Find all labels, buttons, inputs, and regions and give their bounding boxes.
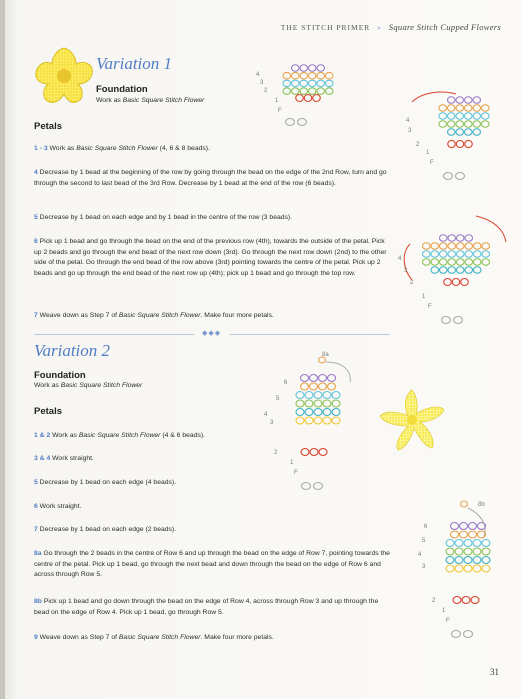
step-number: 8b	[34, 598, 42, 605]
bead	[452, 279, 460, 286]
variation2-title: Variation 2	[34, 341, 111, 360]
foundation-bead	[302, 483, 311, 490]
bead	[301, 375, 309, 382]
diagram-label: 2	[410, 280, 414, 286]
bead	[440, 251, 448, 258]
foundation-bead	[314, 483, 323, 490]
bead	[300, 88, 308, 95]
bead	[473, 557, 481, 564]
variation1-title: Variation 1	[96, 54, 173, 73]
bead	[448, 259, 456, 266]
variation1-petals-heading: Petals	[34, 121, 62, 132]
diagram-label: 1	[275, 98, 279, 104]
running-head-subsection: Square Stitch Cupped Flowers	[388, 22, 501, 32]
bead	[457, 243, 465, 250]
step-number: 5	[34, 479, 38, 486]
bead	[448, 251, 456, 258]
diagram-label: 2	[416, 142, 420, 148]
bead	[446, 565, 454, 572]
bead	[317, 88, 325, 95]
step-text: Decrease by 1 bead on each edge and by 1 bead in the centre of the row (3 beads).	[37, 214, 293, 221]
running-head	[281, 22, 501, 32]
bead	[474, 243, 482, 250]
bead	[461, 279, 469, 286]
bead	[319, 449, 327, 456]
diagram-label: 2	[432, 598, 436, 604]
diagram-label: F	[446, 618, 450, 624]
bead	[283, 72, 291, 79]
bead	[456, 97, 464, 104]
variation1-step-7	[34, 311, 389, 322]
bead	[473, 121, 481, 128]
variation2-foundation-text	[34, 381, 234, 392]
bead	[423, 259, 431, 266]
bead	[309, 80, 317, 87]
variation2-foundation-heading: Foundation	[34, 370, 86, 381]
bead	[305, 400, 313, 407]
bead	[465, 251, 473, 258]
bead	[448, 267, 456, 274]
bead	[462, 597, 470, 604]
foundation-bead	[454, 317, 463, 324]
bead	[457, 235, 465, 242]
bead	[300, 72, 308, 79]
foundation-bead	[442, 317, 451, 324]
bead	[465, 243, 473, 250]
step-text: Decrease by 1 bead at the beginning of the row by going through the bead on the edge of the 2nd Row, turn and go through the second to last bead of the 3rd Row. Decrease by 1 bead at the end of the row (6 beads).	[34, 169, 387, 187]
bead	[301, 449, 309, 456]
foundation-bead	[286, 119, 295, 126]
step-text: . Make four more petals.	[200, 312, 274, 319]
bead	[474, 251, 482, 258]
bead	[482, 251, 490, 258]
bead	[448, 113, 456, 120]
step-text: (4 & 6 beads).	[160, 432, 206, 439]
bead	[457, 259, 465, 266]
bead	[310, 449, 318, 456]
diagram-label: 3	[404, 268, 408, 274]
bead	[423, 243, 431, 250]
step-number: 1 - 3	[34, 145, 48, 152]
bead	[473, 97, 481, 104]
diagram-label: 1	[442, 608, 446, 614]
bead	[465, 141, 473, 148]
top-bead	[461, 501, 468, 507]
bead	[465, 259, 473, 266]
bead	[465, 235, 473, 242]
bead	[482, 557, 490, 564]
diagram-label: 4	[264, 412, 268, 418]
bead	[482, 105, 490, 112]
bead	[453, 597, 461, 604]
bead	[292, 72, 300, 79]
variation2-petals-heading: Petals	[34, 406, 62, 417]
bead	[332, 417, 340, 424]
variation1-step-5	[34, 213, 389, 224]
bead	[444, 279, 452, 286]
step-number: 5	[34, 214, 38, 221]
diagram-label: F	[278, 108, 282, 114]
bead	[446, 557, 454, 564]
bead	[456, 141, 464, 148]
variation2-step-7	[34, 525, 284, 536]
bead	[283, 88, 291, 95]
diagram-label: 3	[260, 80, 264, 86]
bead	[319, 375, 327, 382]
step-text: Weave down as Step 7 of	[37, 634, 119, 641]
diagram-label: 3	[408, 128, 412, 134]
bead	[283, 80, 291, 87]
bead	[465, 97, 473, 104]
step-text: Work as	[50, 432, 79, 439]
bead	[482, 548, 490, 555]
bead	[296, 400, 304, 407]
bead	[465, 105, 473, 112]
foundation-bead	[464, 631, 473, 638]
step-ref: Basic Square Stitch Flower	[78, 432, 161, 439]
diagram-label: F	[294, 470, 298, 476]
running-head-section: THE STITCH PRIMER	[280, 23, 371, 32]
thread-path	[326, 362, 350, 382]
diagram-label: 4	[398, 256, 402, 262]
step-text: (4, 6 & 8 beads).	[157, 145, 210, 152]
bead	[456, 113, 464, 120]
step-ref: Basic Square Stitch Flower	[118, 312, 201, 319]
step-number: 8a	[34, 550, 42, 557]
bead	[448, 235, 456, 242]
variation2-step-9	[34, 633, 390, 644]
diagram-label: 2	[264, 88, 268, 94]
bead	[296, 392, 304, 399]
bead	[304, 95, 312, 102]
bead	[332, 392, 340, 399]
bead	[464, 540, 472, 547]
variation1-foundation-pre: Work as	[96, 97, 123, 104]
page-number: 31	[490, 667, 499, 677]
bead	[300, 65, 308, 72]
bead	[465, 129, 473, 136]
bead	[314, 417, 322, 424]
bead	[296, 417, 304, 424]
bead	[314, 400, 322, 407]
step-number: 6	[34, 503, 38, 510]
bead	[326, 72, 334, 79]
bead	[473, 113, 481, 120]
step-ref: Basic Square Stitch Flower	[118, 634, 201, 641]
bead	[455, 548, 463, 555]
bead	[471, 597, 479, 604]
step-text: Weave down as Step 7 of	[37, 312, 119, 319]
bead	[448, 141, 456, 148]
bead	[482, 259, 490, 266]
bead	[448, 105, 456, 112]
bead	[457, 251, 465, 258]
bead	[448, 129, 456, 136]
bead	[474, 267, 482, 274]
variation2-petal-diagram-a	[262, 352, 366, 494]
bead	[313, 95, 321, 102]
bead	[292, 80, 300, 87]
step-text: Work as	[47, 145, 77, 152]
bead	[309, 65, 317, 72]
diagram-label: 6	[424, 524, 428, 530]
variation1-petal-diagram-c	[396, 208, 512, 332]
divider-line-left	[34, 334, 194, 335]
bead	[328, 383, 336, 390]
variation2-foundation-pre: Work as	[34, 382, 61, 389]
bead	[439, 105, 447, 112]
variation2-foundation-ref: Basic Square Stitch Flower	[60, 382, 143, 389]
bead	[473, 105, 481, 112]
bead	[309, 88, 317, 95]
step-text: . Make four more petals.	[200, 634, 274, 641]
bead	[464, 548, 472, 555]
bead	[296, 409, 304, 416]
bead	[456, 121, 464, 128]
bead	[482, 565, 490, 572]
bead	[465, 121, 473, 128]
bead	[439, 113, 447, 120]
bead	[314, 392, 322, 399]
bead	[317, 65, 325, 72]
diagram-label: 1	[426, 150, 430, 156]
bead	[446, 540, 454, 547]
variation1-petal-diagram-b	[402, 88, 514, 184]
bead	[431, 243, 439, 250]
bead	[305, 392, 313, 399]
variation2-flower-image	[378, 388, 446, 452]
bead	[469, 531, 477, 538]
bead	[323, 409, 331, 416]
bead	[482, 121, 490, 128]
bead	[465, 113, 473, 120]
bead	[464, 557, 472, 564]
step-ref: Basic Square Stitch Flower	[76, 145, 158, 152]
diagram-label: 6	[284, 380, 288, 386]
thread-path	[476, 216, 506, 242]
bead	[469, 523, 477, 530]
bead	[448, 243, 456, 250]
bead	[332, 400, 340, 407]
variation2-step-5	[34, 478, 284, 489]
diagram-label: 5	[276, 396, 280, 402]
bead	[440, 235, 448, 242]
foundation-bead	[444, 173, 453, 180]
bead	[309, 72, 317, 79]
variation1-step-6	[34, 237, 392, 279]
bead	[456, 129, 464, 136]
variation1-petal-diagram-a	[256, 60, 346, 130]
bead	[314, 409, 322, 416]
step-number: 7	[34, 312, 38, 319]
thread-path	[404, 244, 412, 280]
bead	[332, 409, 340, 416]
diagram-label: 8a	[322, 352, 329, 358]
bead	[448, 121, 456, 128]
bead	[482, 113, 490, 120]
variation1-foundation-ref: Basic Square Stitch Flower	[122, 97, 205, 104]
variation2-step-6	[34, 502, 284, 513]
foundation-bead	[452, 631, 461, 638]
bead	[326, 80, 334, 87]
step-text: Pick up 1 bead and go down through the bead on the edge of Row 4, across through Row 3 and up through the bead on the edge of Row 4. Pick up 1 bead, go through Row 5.	[34, 598, 379, 616]
bead	[317, 80, 325, 87]
bead	[319, 383, 327, 390]
bead	[460, 523, 468, 530]
step-number: 7	[34, 526, 38, 533]
step-text: Go through the 2 beads in the centre of Row 6 and up through the bead on the edge of Row 7, pointing towards the centre of the petal. Pick up 1 bead, go through the next bead and down through the bead on the edge of Row 6 and across through Row 5.	[34, 550, 390, 579]
bead	[455, 565, 463, 572]
bead	[317, 72, 325, 79]
book-spine	[0, 0, 5, 699]
bead	[292, 65, 300, 72]
diagram-label: 2	[274, 450, 278, 456]
bead	[323, 417, 331, 424]
diagram-label: 1	[422, 294, 426, 300]
diagram-label: 4	[256, 72, 260, 78]
step-text: Work straight.	[37, 503, 82, 510]
bead	[301, 383, 309, 390]
variation2-step-8a	[34, 549, 390, 581]
bead	[310, 375, 318, 382]
step-text: Work straight.	[50, 455, 94, 462]
bead	[451, 531, 459, 538]
bead	[310, 383, 318, 390]
bead	[431, 267, 439, 274]
divider-line-right	[230, 334, 390, 335]
step-text: Pick up 1 bead and go through the bead on the end of the previous row (4th), towards the outside of the petal. Pick up 2 beads and go through the end bead of the next row down (3rd). Go through the next row down (2nd) to the other side of the petal. Go through the end bead of the row above (3rd) pointing towards the centre of the petal. Pick up 2 beads and go up through the end bead of the next row up (4th); pick up 1 bead and go through the top row.	[34, 238, 387, 277]
bead	[473, 565, 481, 572]
step-number: 4	[34, 169, 38, 176]
diagram-label: F	[428, 304, 432, 310]
bead	[451, 523, 459, 530]
variation1-step-1-3	[34, 144, 389, 155]
bead	[474, 259, 482, 266]
bead	[328, 375, 336, 382]
bead	[440, 267, 448, 274]
bead	[439, 121, 447, 128]
bead	[464, 565, 472, 572]
running-head-separator: »	[377, 23, 382, 32]
diagram-label: 3	[270, 420, 274, 426]
bead	[305, 409, 313, 416]
variation2-step-3-4	[34, 454, 284, 465]
bead	[431, 259, 439, 266]
bead	[482, 540, 490, 547]
bead	[473, 129, 481, 136]
bead	[446, 548, 454, 555]
diagram-label: 5	[422, 538, 426, 544]
bead	[455, 540, 463, 547]
variation2-step-1-2	[34, 431, 284, 442]
diagram-label: 3	[422, 564, 426, 570]
bead	[482, 243, 490, 250]
diagram-label: F	[430, 160, 434, 166]
bead	[440, 259, 448, 266]
bead	[323, 392, 331, 399]
foundation-bead	[456, 173, 465, 180]
step-number: 3 & 4	[34, 455, 51, 462]
step-text: Decrease by 1 bead on each edge (2 beads).	[37, 526, 177, 533]
bead	[296, 95, 304, 102]
bead	[300, 80, 308, 87]
bead	[292, 88, 300, 95]
bead	[448, 97, 456, 104]
bead	[423, 251, 431, 258]
bead	[323, 400, 331, 407]
section-divider	[34, 331, 389, 337]
variation1-step-4	[34, 168, 389, 189]
step-text: Decrease by 1 bead on each edge (4 beads).	[37, 479, 177, 486]
bead	[456, 105, 464, 112]
bead	[305, 417, 313, 424]
variation1-foundation-heading: Foundation	[96, 84, 148, 95]
foundation-bead	[298, 119, 307, 126]
step-number: 1 & 2	[34, 432, 51, 439]
variation1-flower-image	[32, 44, 96, 108]
bead	[473, 540, 481, 547]
bead	[431, 251, 439, 258]
step-number: 6	[34, 238, 38, 245]
bead	[455, 557, 463, 564]
bead	[460, 531, 468, 538]
bead	[473, 548, 481, 555]
diagram-label: 4	[406, 118, 410, 124]
bead	[440, 243, 448, 250]
bead	[326, 88, 334, 95]
divider-ornament: ◆◆◆	[202, 330, 222, 337]
diagram-label: 4	[418, 552, 422, 558]
diagram-label: 1	[290, 460, 294, 466]
bead	[457, 267, 465, 274]
diagram-label: 8b	[478, 502, 485, 508]
variation2-step-8b	[34, 597, 390, 618]
variation2-petal-diagram-b	[418, 494, 510, 644]
bead	[465, 267, 473, 274]
step-number: 9	[34, 634, 38, 641]
